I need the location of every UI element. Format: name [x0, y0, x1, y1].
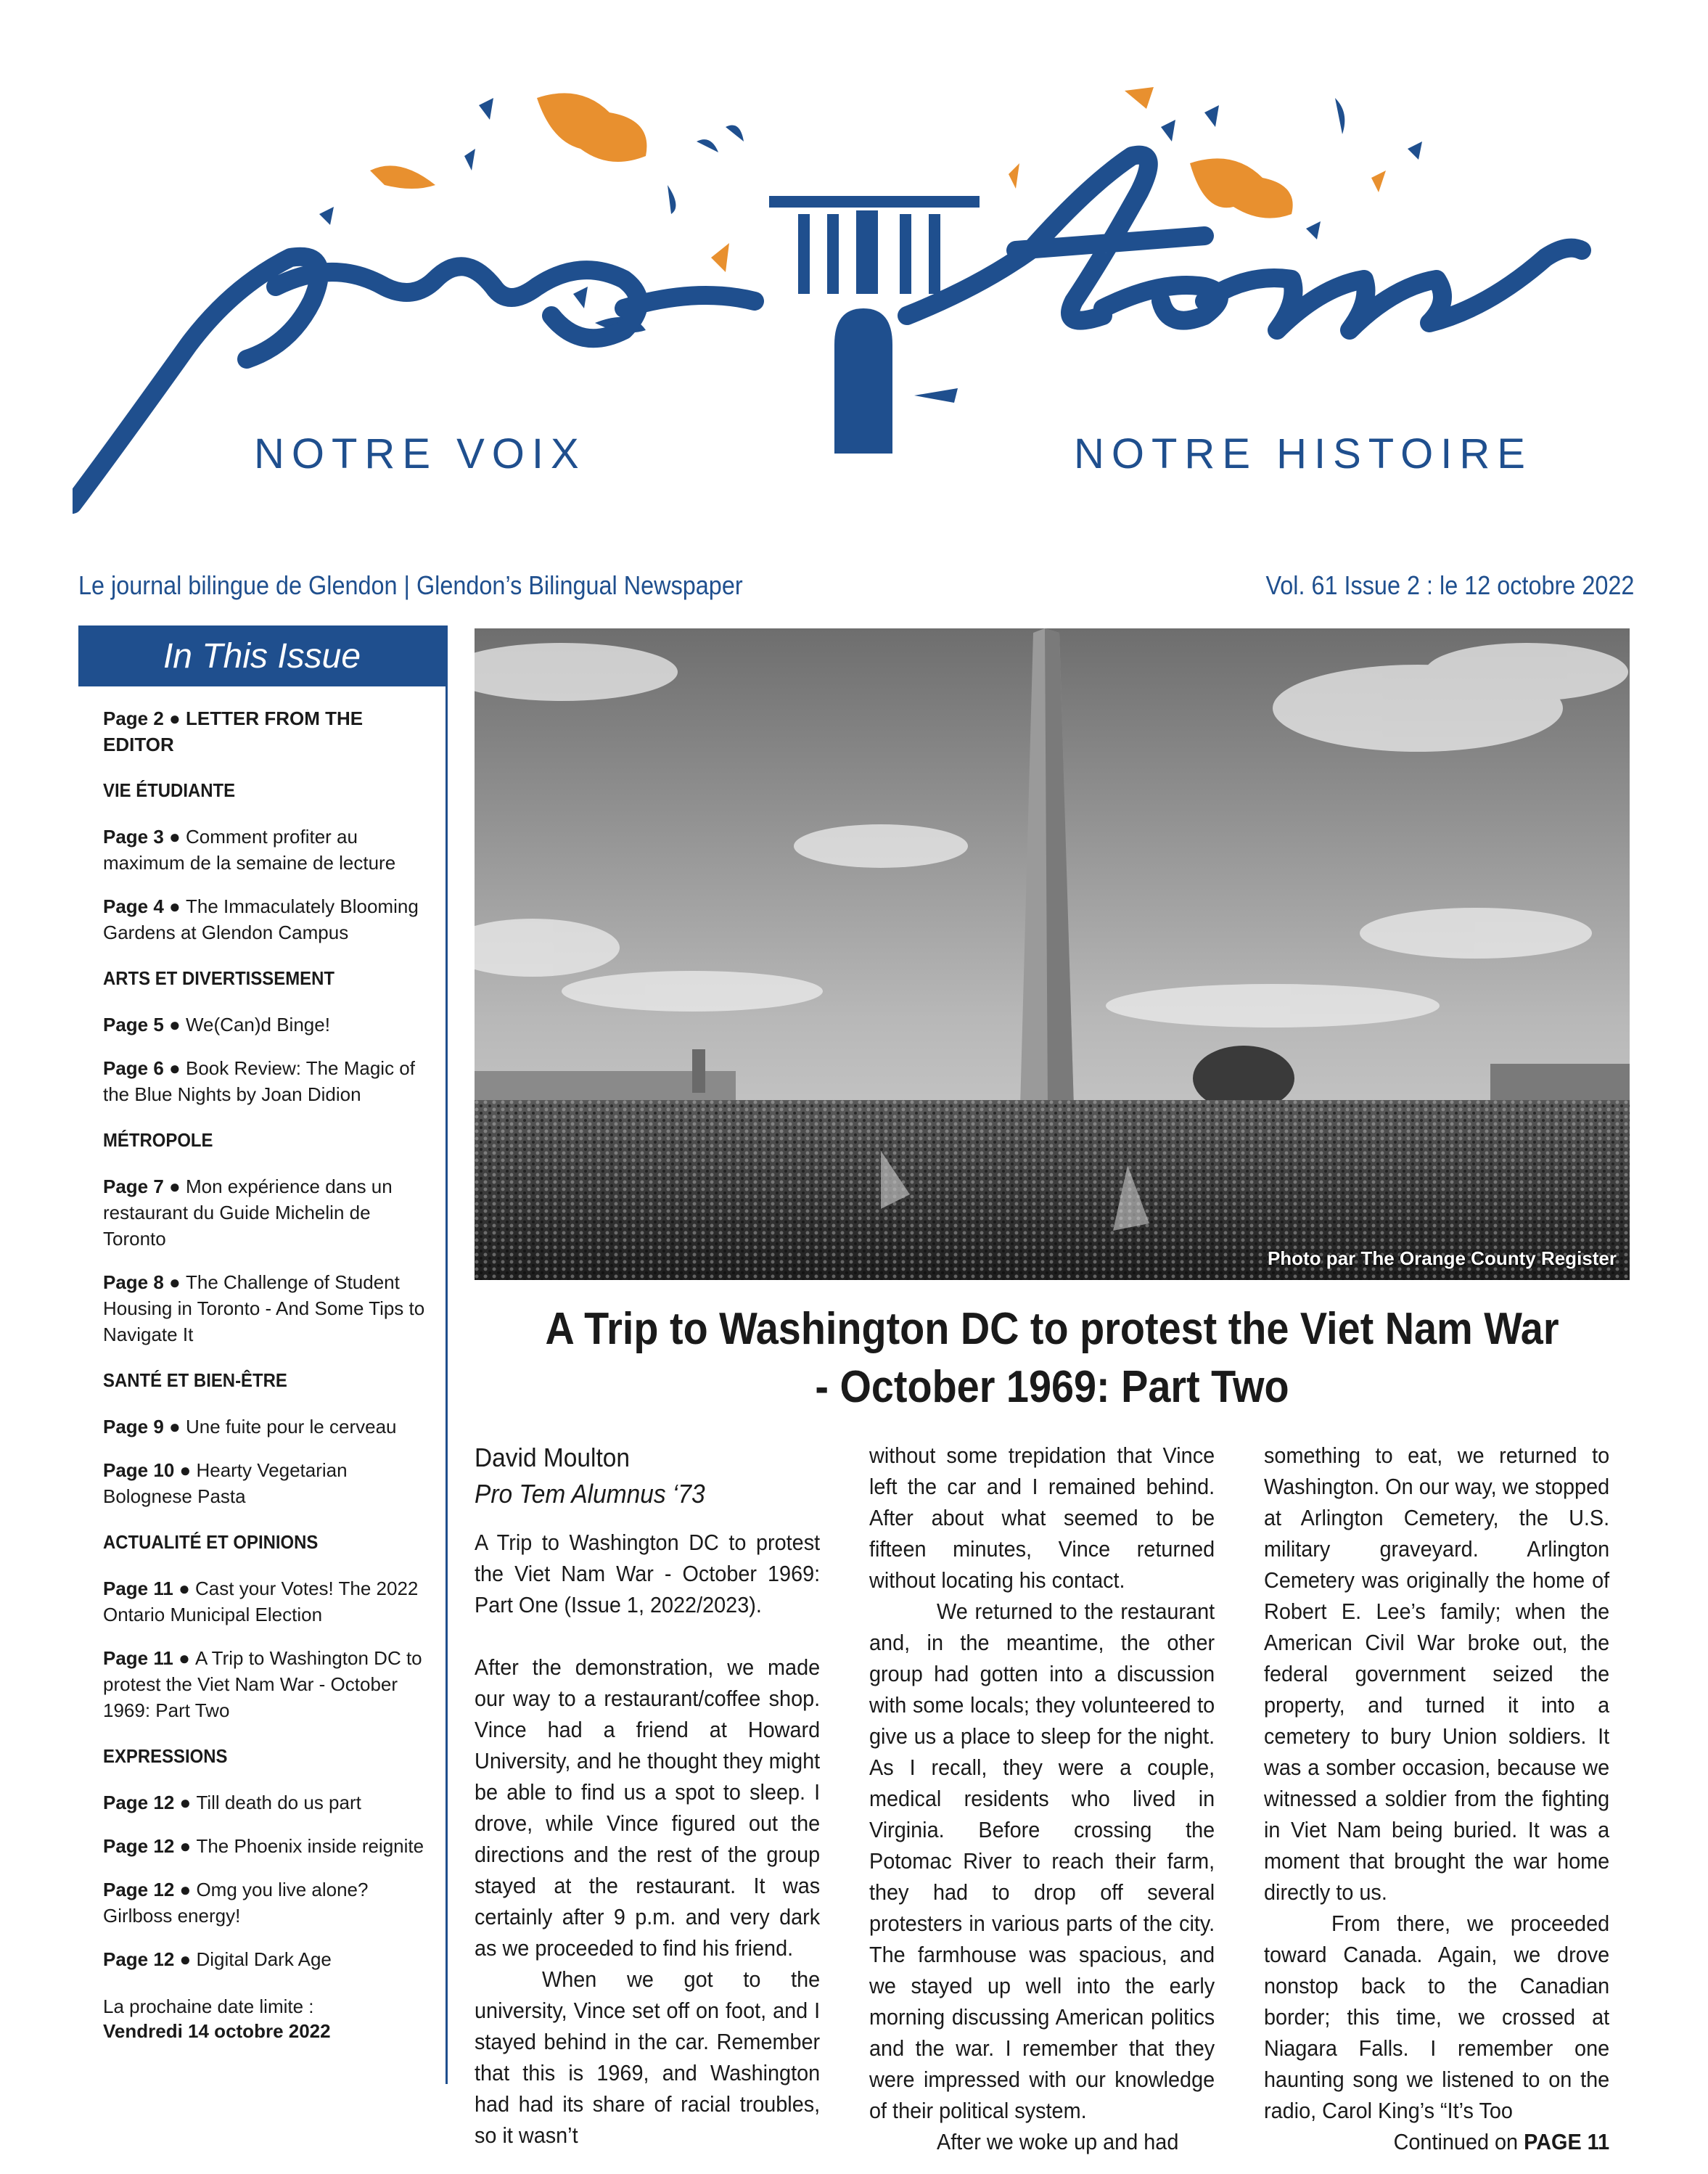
- toc-section-heading: MÉTROPOLE: [103, 1129, 213, 1151]
- issue-info: Vol. 61 Issue 2 : le 12 octobre 2022: [1265, 570, 1634, 600]
- toc-page-number: Page 12 ●: [103, 1835, 197, 1857]
- article-paragraph: When we got to the university, Vince set off on foot, and I stayed behind in the car. Remember that this is 1969, and Washington had had its share of racial troubles, so it wasn’t: [475, 1966, 821, 2148]
- in-this-issue-sidebar: [78, 625, 448, 2084]
- toc-entry: [103, 1012, 437, 1038]
- toc-entry-title: The Challenge of Student Housing in Toronto - And Some Tips to Navigate It: [103, 1271, 425, 1345]
- toc-entry-title: The Immaculately Blooming Gardens at Glendon Campus: [103, 895, 419, 943]
- toc-entry-title: Une fuite pour le cerveau: [185, 1416, 397, 1437]
- toc-entry-title: We(Can)d Binge!: [185, 1014, 330, 1035]
- toc-entry-title: Mon expérience dans un restaurant du Guide Michelin de Toronto: [103, 1176, 393, 1250]
- masthead-logo: [73, 69, 1647, 577]
- toc-entry: [103, 1575, 437, 1628]
- toc-page-number: Page 6 ●: [103, 1057, 186, 1079]
- toc-entry-title: Comment profiter au maximum de la semaine de lecture: [103, 826, 396, 874]
- toc-entry: [103, 1645, 437, 1723]
- toc-page-number: Page 9 ●: [103, 1416, 186, 1437]
- article-paragraph: We returned to the restaurant and, in the meantime, the other group had gotten into a discussion with some locals; they volunteered to give us a place to sleep for the night. As I recall, they were a couple, medical residents who lived in Virginia. Before crossing the Potomac River to reach their farm, they had to drop off several protesters in various parts of the city. The farmhouse was spacious, and we stayed up well into the early morning discussing American politics and the war. I remember that they were impressed with our knowledge of their political system.: [869, 1599, 1215, 2123]
- article-paragraph: After we woke up and had: [937, 2129, 1179, 2154]
- continued-page: PAGE 11: [1524, 2129, 1610, 2154]
- article-paragraph: without some trepidation that Vince left the car and I remained behind. After about what seemed to be fifteen minutes, Vince returned without locating his contact.: [869, 1443, 1215, 1593]
- toc-entry: [103, 1414, 437, 1440]
- toc-page-number: Page 12 ●: [103, 1792, 197, 1813]
- toc-entry-title: LETTER FROM THE EDITOR: [103, 707, 364, 755]
- glendon-building-icon: [769, 196, 980, 454]
- washington-monument-photo: [475, 628, 1630, 1280]
- toc-page-number: Page 11 ●: [103, 1578, 196, 1599]
- headline-line-1: A Trip to Washington DC to protest the Viet Nam War: [545, 1304, 1559, 1354]
- toc-entry: [103, 1789, 437, 1816]
- slogan-right: NOTRE HISTOIRE: [1074, 430, 1532, 477]
- toc-page-number: Page 2 ●: [103, 707, 186, 729]
- headline-line-2: - October 1969: Part Two: [815, 1362, 1289, 1412]
- toc-entry: [103, 705, 437, 758]
- photo-credit: Photo par The Orange County Register: [1267, 1247, 1617, 1269]
- sidebar-title: In This Issue: [78, 625, 446, 686]
- toc-page-number: Page 3 ●: [103, 826, 186, 848]
- toc-entry-title: A Trip to Washington DC to protest the Viet Nam War - October 1969: Part Two: [103, 1647, 422, 1721]
- author-name: David Moulton: [475, 1443, 631, 1472]
- toc-page-number: Page 10 ●: [103, 1459, 197, 1481]
- continued-label: Continued on: [1393, 2129, 1524, 2154]
- toc-entry-title: Book Review: The Magic of the Blue Nights by Joan Didion: [103, 1057, 415, 1105]
- toc-entry-title: Omg you live alone? Girlboss energy!: [103, 1879, 369, 1927]
- toc-entry: [103, 893, 437, 946]
- article-paragraph: From there, we proceeded toward Canada. Again, we drove nonstop back to the Canadian border; this time, we crossed at Niagara Falls. I remember one haunting song we listened to on the radio, Carol King’s “It’s Too: [1264, 1911, 1610, 2123]
- author-role: Pro Tem Alumnus ‘73: [475, 1479, 705, 1509]
- newspaper-tagline: Le journal bilingue de Glendon | Glendon’s Bilingual Newspaper: [78, 570, 743, 600]
- toc-entry: [103, 1055, 437, 1107]
- next-deadline: [78, 1994, 446, 2043]
- protem-logo-graphic: [73, 69, 1647, 577]
- toc-entry: [103, 824, 437, 876]
- toc-section-heading: EXPRESSIONS: [103, 1745, 228, 1767]
- toc-entry-title: Till death do us part: [196, 1792, 361, 1813]
- toc-entry: [103, 1173, 437, 1252]
- article-headline: [533, 1300, 1572, 1416]
- toc-page-number: Page 4 ●: [103, 895, 186, 917]
- continued-note: [1264, 2126, 1609, 2157]
- paragraph-spacer: [475, 1620, 820, 1652]
- toc-entry: [103, 1269, 437, 1348]
- toc-entry: [103, 1457, 437, 1509]
- toc-section-heading: ARTS ET DIVERTISSEMENT: [103, 967, 334, 989]
- toc-section-heading: ACTUALITÉ ET OPINIONS: [103, 1531, 319, 1553]
- article-column-1: [475, 1440, 820, 2151]
- article-paragraph: something to eat, we returned to Washington. On our way, we stopped at Arlington Cemetery, the U.S. military graveyard. Arlington Cemetery was originally the home of Robert E. Lee’s family; when the American Civil War broke out, the federal government seized the property, and turned it into a cemetery to bury Union soldiers. It was a somber occasion, because we witnessed a soldier from the fighting in Viet Nam being buried. It was a moment that brought the war home directly to us.: [1264, 1443, 1610, 1905]
- article-paragraph: A Trip to Washington DC to protest the Viet Nam War - October 1969: Part One (Issue 1, 2022/2023).: [475, 1530, 821, 1617]
- toc-entry: [103, 1876, 437, 1929]
- article-column-3: [1264, 1440, 1609, 2157]
- toc-page-number: Page 11 ●: [103, 1647, 196, 1669]
- article-paragraph: After the demonstration, we made our way to a restaurant/coffee shop. Vince had a friend at Howard University, and he thought they might be able to find us a spot to sleep. I drove, while Vince figured out the directions and the rest of the group stayed at the restaurant. It was certainly after 9 p.m. and very dark as we proceeded to find his friend.: [475, 1654, 821, 1961]
- deadline-label: La prochaine date limite :: [103, 1995, 314, 2017]
- toc-section-heading: SANTÉ ET BIEN-ÊTRE: [103, 1369, 287, 1391]
- toc-section-heading: VIE ÉTUDIANTE: [103, 779, 236, 801]
- toc-entry: [103, 1833, 437, 1859]
- toc-page-number: Page 12 ●: [103, 1948, 197, 1970]
- toc-page-number: Page 5 ●: [103, 1014, 186, 1035]
- toc-entry-title: Digital Dark Age: [196, 1948, 332, 1970]
- toc-list: [78, 686, 446, 1972]
- toc-entry: [103, 1946, 437, 1972]
- toc-entry-title: The Phoenix inside reignite: [196, 1835, 424, 1857]
- toc-entry-title: Cast your Votes! The 2022 Ontario Municipal Election: [103, 1578, 419, 1625]
- toc-page-number: Page 7 ●: [103, 1176, 186, 1197]
- article-column-2: [869, 1440, 1215, 2157]
- toc-entry-title: Hearty Vegetarian Bolognese Pasta: [103, 1459, 348, 1507]
- slogan-left: NOTRE VOIX: [254, 430, 586, 477]
- toc-page-number: Page 12 ●: [103, 1879, 197, 1900]
- toc-page-number: Page 8 ●: [103, 1271, 186, 1293]
- deadline-date: Vendredi 14 octobre 2022: [103, 2020, 331, 2042]
- protest-photo: [475, 628, 1630, 1280]
